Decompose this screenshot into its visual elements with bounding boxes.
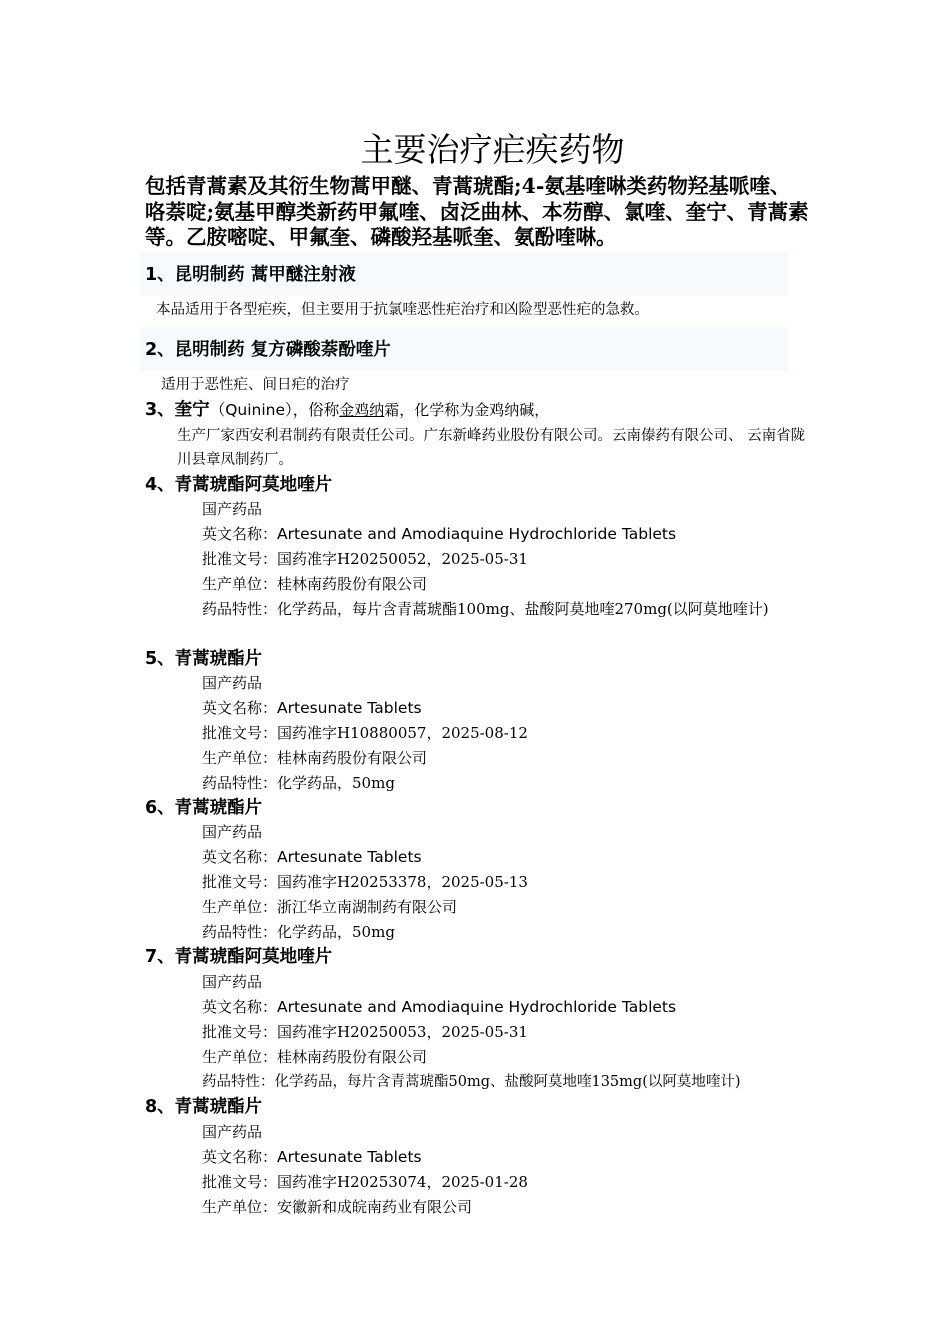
drug-en-name [202, 995, 802, 1020]
value: 国药准字H20253378，2025-05-13 [277, 873, 528, 891]
label: 生产单位： [202, 749, 278, 767]
drug-approval [202, 721, 802, 746]
drug-approval [202, 870, 802, 895]
quinine-number: 3、奎宁 [145, 400, 210, 420]
label: 生产单位： [202, 898, 278, 916]
drug-props [202, 920, 802, 945]
drug-maker [202, 1045, 802, 1070]
value: Artesunate and Amodiaquine Hydrochloride Tablets [277, 525, 677, 543]
value: 化学药品，50mg [277, 774, 395, 792]
value: 浙江华立南湖制药有限公司 [277, 898, 458, 916]
value: 桂林南药股份有限公司 [277, 749, 428, 767]
value: 桂林南药股份有限公司 [277, 1048, 428, 1066]
drug-en-name [202, 1145, 802, 1170]
drug-props [202, 597, 802, 622]
label: 药品特性： [202, 923, 278, 941]
drug-origin: 国产药品 [202, 973, 263, 991]
label: 生产单位： [202, 1198, 278, 1216]
section-heading: 2、昆明制药 复方磷酸萘酚喹片 [145, 340, 391, 360]
drug-origin: 国产药品 [202, 823, 263, 841]
value: 化学药品，每片含青蒿琥酯50mg、盐酸阿莫地喹135mg(以阿莫地喹计) [274, 1074, 741, 1090]
drug-heading: 7、青蒿琥酯阿莫地喹片 [145, 947, 333, 967]
section-text: 适用于恶性疟、间日疟的治疗 [161, 377, 350, 393]
label: 英文名称： [202, 1148, 278, 1166]
label: 批准文号： [202, 550, 278, 568]
value: 国药准字H20250052，2025-05-31 [277, 550, 528, 568]
label: 批准文号： [202, 724, 278, 742]
page-title: 主要治疗疟疾药物 [360, 130, 625, 169]
label: 批准文号： [202, 873, 278, 891]
drug-approval [202, 1020, 802, 1045]
value: 桂林南药股份有限公司 [277, 575, 428, 593]
label: 生产单位： [202, 1048, 278, 1066]
section-text: 本品适用于各型疟疾，但主要用于抗氯喹恶性疟治疗和凶险型恶性疟的急救。 [156, 302, 649, 318]
section-heading: 1、昆明制药 蒿甲醚注射液 [145, 265, 356, 285]
label: 批准文号： [202, 1023, 278, 1041]
drug-maker [202, 895, 802, 920]
drug-heading: 4、青蒿琥酯阿莫地喹片 [145, 475, 333, 495]
label: 英文名称： [202, 848, 278, 866]
label: 批准文号： [202, 1173, 278, 1191]
drug-props [202, 1070, 812, 1095]
drug-approval [202, 1170, 802, 1195]
value: Artesunate and Amodiaquine Hydrochloride Tablets [277, 998, 677, 1016]
value: 化学药品，每片含青蒿琥酯100mg、盐酸阿莫地喹270mg(以阿莫地喹计) [277, 600, 769, 618]
drug-en-name [202, 696, 802, 721]
quinine-paren: （Quinine），俗称 [209, 401, 340, 419]
quinine-makers: 生产厂家西安利君制药有限责任公司。广东新峰药业股份有限公司。云南傣药有限公司、 云南省陇川县章凤制药厂。 [177, 428, 806, 468]
drug-en-name [202, 845, 802, 870]
quinine-link[interactable]: 金鸡纳 [339, 401, 385, 419]
label: 药品特性： [202, 600, 278, 618]
label: 英文名称： [202, 525, 278, 543]
label: 药品特性： [202, 774, 278, 792]
label: 英文名称： [202, 998, 278, 1016]
drug-maker [202, 572, 802, 597]
value: 国药准字H20250053，2025-05-31 [277, 1023, 528, 1041]
drug-props [202, 771, 802, 796]
value: Artesunate Tablets [277, 848, 422, 866]
label: 生产单位： [202, 575, 278, 593]
value: 国药准字H10880057，2025-08-12 [277, 724, 528, 742]
drug-origin: 国产药品 [202, 500, 263, 518]
value: Artesunate Tablets [277, 699, 422, 717]
label: 药品特性： [202, 1074, 275, 1090]
drug-en-name [202, 522, 802, 547]
value: 化学药品，50mg [277, 923, 395, 941]
drug-maker [202, 1195, 802, 1220]
drug-maker [202, 746, 802, 771]
drug-heading: 5、青蒿琥酯片 [145, 649, 263, 669]
drug-approval [202, 547, 802, 572]
value: 国药准字H20253074，2025-01-28 [277, 1173, 528, 1191]
label: 英文名称： [202, 699, 278, 717]
drug-origin: 国产药品 [202, 674, 263, 692]
drug-heading: 6、青蒿琥酯片 [145, 798, 263, 818]
quinine-rest: 霜，化学称为金鸡纳碱， [384, 401, 550, 419]
drug-heading: 8、青蒿琥酯片 [145, 1097, 263, 1117]
drug-origin: 国产药品 [202, 1123, 263, 1141]
intro-paragraph: 包括青蒿素及其衍生物蒿甲醚、青蒿琥酯;4-氨基喹啉类药物羟基哌喹、咯萘啶;氨基甲醇类新药甲氟喹、卤泛曲林、本芴醇、氯喹、奎宁、青蒿素等。乙胺嘧啶、甲氟奎、磷酸羟基哌奎、氨酚喹啉。 [145, 174, 809, 249]
value: Artesunate Tablets [277, 1148, 422, 1166]
value: 安徽新和成皖南药业有限公司 [277, 1198, 473, 1216]
section-heading-quinine [145, 398, 549, 422]
